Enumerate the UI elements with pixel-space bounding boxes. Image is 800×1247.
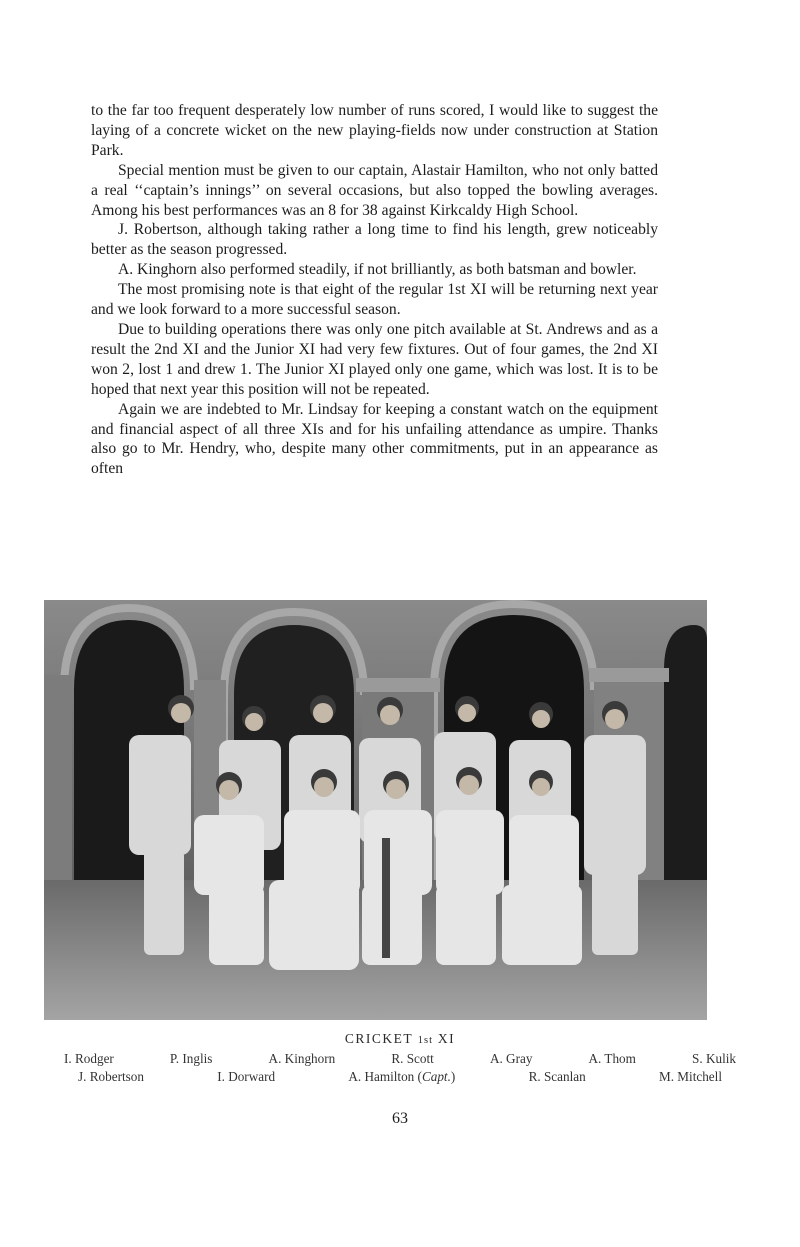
player-name: A. Thom <box>588 1051 636 1066</box>
player-name: I. Dorward <box>217 1069 276 1084</box>
captain-name: A. Hamilton (Capt.) <box>348 1069 456 1084</box>
paragraph: Again we are indebted to Mr. Lindsay for keeping a constant watch on the equipment and financial aspect of all three XIs and for his unfailing attendance as umpire. Thanks also go to Mr. Hendry, who, despite many other commitments, put in an appearance as often <box>91 400 658 478</box>
paragraph: Special mention must be given to our captain, Alastair Hamilton, who not only batted a real ‘‘captain’s innings’’ on several occasions, but also topped the bowling averages. Among his best performances was an 8 for 38 against Kirkcaldy High School. <box>91 161 658 219</box>
caption-names-front-row <box>64 1069 736 1085</box>
article-body <box>91 101 658 479</box>
caption-title-ordinal: 1st <box>417 1035 434 1046</box>
captain-abbrev: Capt. <box>421 1069 451 1084</box>
photo-caption-title <box>0 1031 800 1047</box>
player-name: P. Inglis <box>169 1051 213 1066</box>
paragraph: J. Robertson, although taking rather a long time to find his length, grew noticeably better as the season progressed. <box>91 221 658 259</box>
page-number: 63 <box>392 1110 408 1127</box>
player-name: I. Rodger <box>64 1051 114 1066</box>
caption-names-back-row <box>64 1051 736 1067</box>
player-name: R. Scott <box>391 1051 434 1066</box>
caption-title-main: CRICKET <box>344 1031 413 1046</box>
player-name: M. Mitchell <box>658 1069 722 1084</box>
player-name: A. Gray <box>489 1051 533 1066</box>
paragraph: The most promising note is that eight of the regular 1st XI will be returning next year and we look forward to a more successful season. <box>91 281 658 319</box>
paragraph: Due to building operations there was only one pitch available at St. Andrews and as a result the 2nd XI and the Junior XI had very few fixtures. Out of four games, the 2nd XI won 2, lost 1 and drew 1. The Junior XI played only one game, which was lost. It is to be hoped that next year this position will not be repeated. <box>91 320 658 398</box>
player-name: R. Scanlan <box>528 1069 586 1084</box>
caption-title-team: XI <box>437 1031 456 1046</box>
player-name: S. Kulik <box>692 1051 736 1066</box>
team-photograph <box>44 600 707 1020</box>
team-photograph-illustration <box>44 600 707 1020</box>
player-name: A. Kinghorn <box>268 1051 336 1066</box>
player-name: J. Robertson <box>78 1069 144 1084</box>
paragraph: to the far too frequent desperately low number of runs scored, I would like to suggest the laying of a concrete wicket on the new playing-fields now under construction at Station Park. <box>91 102 658 159</box>
paragraph: A. Kinghorn also performed steadily, if not brilliantly, as both batsman and bowler. <box>118 261 637 279</box>
